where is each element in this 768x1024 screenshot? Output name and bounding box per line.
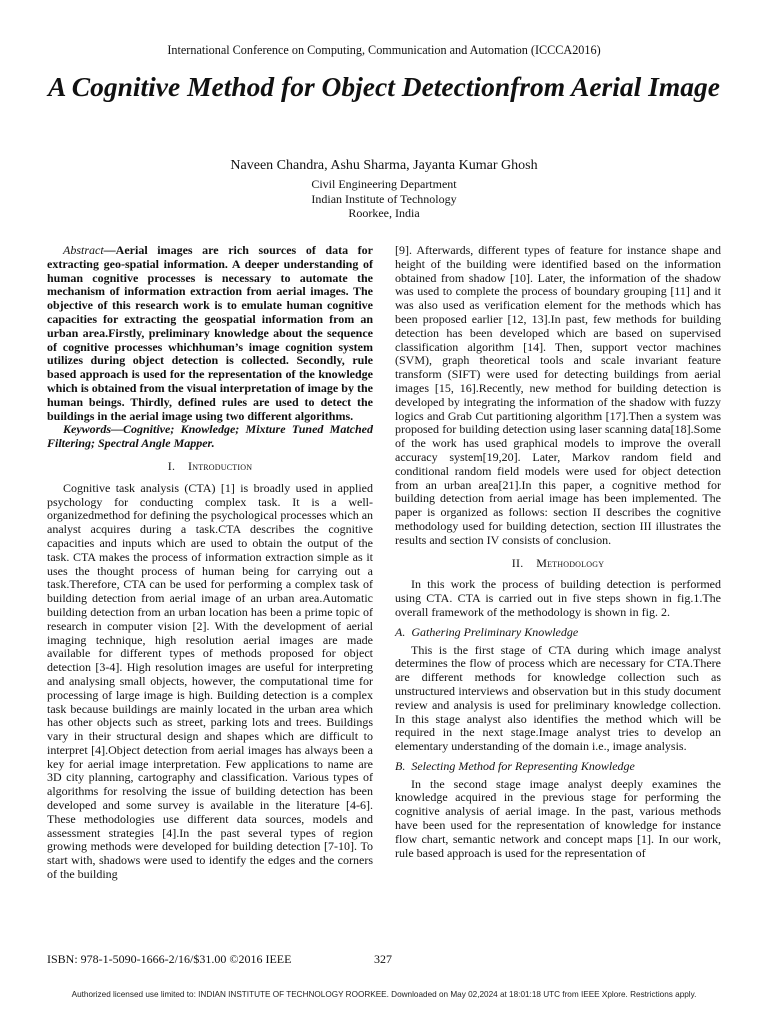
intro-paragraph-continued: [9]. Afterwards, different types of feature for instance shape and height of the building were identified based on the information obtained from shadow [10]. Later, the information of the shadow was used to complete the process of boundary grouping [11] and it was also used as verification element for the methods which has been proposed earlier [12, 13].In past, few methods for building detection has been developed which are based on supervised classification algorithm [14]. Then, support vector machines (SVM), graph theoretical tools and scale invariant feature transform (SIFT) were used for detecting buildings from aerial images [15, 16].Recently, new method for building detection is developed by integrating the information of the shadow with fuzzy logics and Grab Cut partitioning algorithm [17].Then a system was proposed for building detection using laser scanning data[18].Some of the work has used graphical models to improve the overall accuracy system[19,20]. Later, Markov random field and conditional random field models were used for object detection from an urban area[21].In this paper, a cognitive method for building detection from aerial image has been implemented. The paper is organized as follows: section II describes the cognitive methodology used for building detection, section III illustrates the results and section IV consists of conclusion.	[395, 243, 721, 547]
intro-paragraph: Cognitive task analysis (CTA) [1] is broadly used in applied psychology for conducting complex task. It is a well-organizedmethod for defining the psychological processes which an analyst acquires during a task.CTA describes the cognitive capacities and inputs which are used to obtain the output of the task. CTA makes the process of information extraction simple as it uses the thought process of human being for carrying out a task.Therefore, CTA can be used for performing a complex task of building detection from aerial image of an urban area.Automatic building detection from an urban location has been a prime topic of research in computer vision [2]. With the development of aerial imaging technique, high resolution aerial images are made available for different types of methods proposed for object detection [3-4]. High resolution images are useful for interpreting and analysing small objects, however, the computational time for processing of large image is high. Building detection is a complex task because buildings are mainly located in the urban area which has other objects such as street, parking lots and trees. Buildings vary in their structural design and shapes which are difficult to interpret [4].Object detection from aerial images has always been a key for aerial image interpretation. Few applications to name are 3D city planning, cartography and classification. Various types of algorithms for resolving the issue of building detection has been developed and some survey is available in the literature [4-6]. These methodologies use different data sources, models and assessment strategies [4].In the past several types of region growing methods were developed for building detection [7-10]. To start with, shadows were used to identify the edges and the corners of the building	[47, 480, 374, 882]
section-heading-introduction	[47, 460, 373, 474]
affiliation-block	[0, 177, 768, 221]
conference-header: International Conference on Computing, Communication and Automation (ICCCA2016)	[167, 43, 601, 57]
license-notice: Authorized licensed use limited to: INDIAN INSTITUTE OF TECHNOLOGY ROORKEE. Downloaded on May 02,2024 at 18:01:18 UTC from IEEE Xplore. Restrictions apply.	[71, 990, 697, 999]
page-number: 327	[374, 952, 392, 966]
paper-authors: Naveen Chandra, Ashu Sharma, Jayanta Kumar Ghosh	[230, 158, 538, 173]
subsection-label: A.	[395, 624, 406, 639]
section-title: Introduction	[188, 458, 253, 473]
abstract-label: Abstract	[63, 243, 104, 257]
methodology-paragraph: In this work the process of building detection is performed using CTA. CTA is carried out in five steps shown in fig.1.The overall framework of the methodology is shown in fig. 2.	[395, 577, 721, 619]
affiliation-department: Civil Engineering Department	[311, 177, 457, 191]
section-heading-methodology	[395, 557, 721, 571]
paper-title: A Cognitive Method for Object Detectionfrom Aerial Image	[48, 71, 720, 102]
keywords-label: Keywords	[63, 422, 111, 437]
subsection-label: B.	[395, 758, 406, 773]
subsection-title: Gathering Preliminary Knowledge	[411, 624, 579, 639]
keywords-text: Cognitive; Knowledge; Mixture Tuned Matched Filtering; Spectral Angle Mapper.	[47, 422, 373, 451]
left-column	[47, 244, 373, 882]
keywords: Keywords—Cognitive; Knowledge; Mixture Tuned Matched Filtering; Spectral Angle Mapper.	[47, 422, 373, 451]
abstract: Abstract—Aerial images are rich sources of data for extracting geo-spatial information. A deeper understanding of human cognitive processes is necessary to automate the mechanism of information extraction from aerial images. The objective of this research work is to emulate human cognitive capacities for extracting the geospatial information from an urban area.Firstly, preliminary knowledge about the sequence of cognitive processes whichhuman’s image cognition system utilizes during object detection is collected. Secondly, rule based approach is used for the representation of the knowledge which is obtained from the visual interpretation of image by the human beings. Thirdly, defined rules are used to detect the buildings in the aerial image using two different algorithms.	[47, 243, 373, 423]
right-column	[395, 244, 721, 860]
footer-isbn: ISBN: 978-1-5090-1666-2/16/$31.00 ©2016 IEEE	[47, 952, 292, 966]
subsection-title: Selecting Method for Representing Knowledge	[411, 758, 635, 773]
section-title: Methodology	[536, 555, 605, 570]
affiliation-institute: Indian Institute of Technology	[311, 191, 457, 206]
affiliation-location: Roorkee, India	[348, 206, 420, 221]
abstract-text: Aerial images are rich sources of data for extracting geo-spatial information. A deeper understanding of human cognitive processes is necessary to automate the mechanism of information extraction from aerial images. The objective of this research work is to emulate human cognitive capacities for extracting the geospatial information from an urban area.Firstly, preliminary knowledge about the sequence of cognitive processes whichhuman’s image cognition system utilizes during object detection is collected. Secondly, rule based approach is used for the representation of the knowledge which is obtained from the visual interpretation of image by the human beings. Thirdly, defined rules are used to detect the buildings in the aerial image using two different algorithms.	[47, 243, 373, 423]
section-number: I.	[167, 458, 176, 473]
subsection-b-paragraph: In the second stage image analyst deeply examines the knowledge acquired in the previous stage for performing the cognitive analysis of aerial image. In the past, various methods have been used for the representation of knowledge for instance flow chart, semantic network and concept maps [1]. In our work, rule based approach is used for the representation of	[395, 776, 721, 860]
subsection-heading-a	[395, 626, 721, 640]
subsection-heading-b	[395, 760, 721, 774]
section-number: II.	[511, 555, 524, 570]
subsection-a-paragraph: This is the first stage of CTA during which image analyst determines the flow of process which are necessary for CTA.There are different methods for knowledge collection such as unstructured interviews and observation but in this study document review and analysis is used for preliminary knowledge collection. In this stage analyst also identifies the method which will be required in the next stage.Image analyst tries to develop an elementary understanding of the domain i.e., image analysis.	[395, 642, 721, 754]
